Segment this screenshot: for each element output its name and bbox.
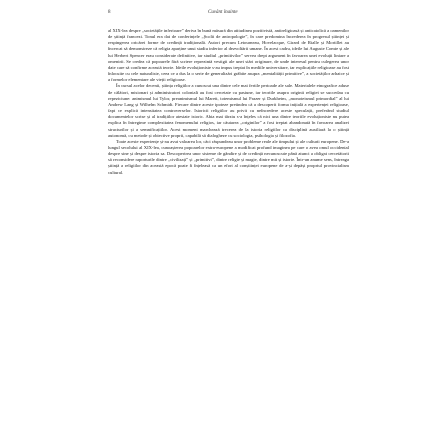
body-text <box>108 28 349 438</box>
paragraph-1: al XIX-lea despre „societățile inferioare” deriva în bună măsură din atitudinea pozitivistă, antireligioasă și anticatolică a oamenilor de știință francezi. Tonul era dat de conferințele „Școlii de antropologie”, în care predomina încrederea în progresul științei și respingerea oricărei forme de credință tradițională. Autori precum Letourneau, Hovelacque, Girard de Rialle și Mortillet au încercat să demonstreze că religia aparține unui stadiu inferior al dezvoltării umane. În acest cadru, ideile lui Auguste Comte și ale lui Herbert Spencer erau considerate definitive, iar studiul „primitivilor” servea drept argument în favoarea unei evoluții liniare a omenirii. Se credea că popoarele fără scriere reprezintă vestigii ale unei stări originare, de unde interesul pentru culegerea unor date care să confirme această teorie. Ideile evoluționiste s-au impus treptat în mediile universitare, iar explicațiile religioase au fost înlocuite cu cele naturaliste, ceea ce a dus la o serie de generalizări grăbite asupra „mentalității primitive”, a societăților arhaice și a formelor elementare ale vieții religioase. <box>108 28 349 83</box>
paragraph-2: În cursul acelor decenii, știința religiilor a cunoscut una dintre cele mai fertile perioade ale sale. Materialele etnografice aduse de călători, misionari și administratori coloniali au fost cercetate cu pasiune, iar teoriile asupra originii religiei se succedau cu repeziciune: animismul lui Tylor, preanimismul lui Marett, totemismul lui Frazer și Durkheim, „monoteismul primordial” al lui Andrew Lang și Wilhelm Schmidt. Fiecare dintre aceste ipoteze pretindea că a descoperit forma inițială a experienței religioase, fapt ce explică intensitatea controverselor. Istoricii religiilor au privit cu neîncredere aceste speculații, preferând studiul documentelor scrise și al tradițiilor atestate istoric. Abia mai târziu s-a înțeles că nici una dintre teoriile evoluționiste nu putea explica în întregime complexitatea fenomenului religios, iar căutarea „originilor” a fost treptat abandonată în favoarea analizei structurilor și a semnificațiilor. Acest moment marchează trecerea de la istoria religiilor ca disciplină auxiliară la o știință autonomă, cu metode și obiective proprii, capabilă să dialogheze cu sociologia, psihologia și filozofia. <box>108 83 349 138</box>
running-head <box>108 10 349 24</box>
paragraph-3: Toate aceste experiențe și-au avut valoarea lor, căci răspundeau unor probleme reale ale timpului și ale culturii europene. De-a lungul secolului al XIX-lea, cunoașterea popoarelor extra-europene a modificat profund imaginea pe care o avea omul occidental despre sine și despre istoria sa. Descoperirea unor sisteme de gândire și de credință necunoscute până atunci a obligat cercetătorii să reconsidere raporturile dintre „civilizați” și „primitivi”, dintre religie și magie, dintre mit și istorie. Într-un anume sens, întreaga știință a religiilor din această epocă poate fi înțeleasă ca un efort al conștiinței europene de a-și depăși propriul provincialism cultural. <box>108 138 349 175</box>
running-title: Cuvânt înainte <box>208 10 238 15</box>
page-number: 8 <box>108 10 111 15</box>
